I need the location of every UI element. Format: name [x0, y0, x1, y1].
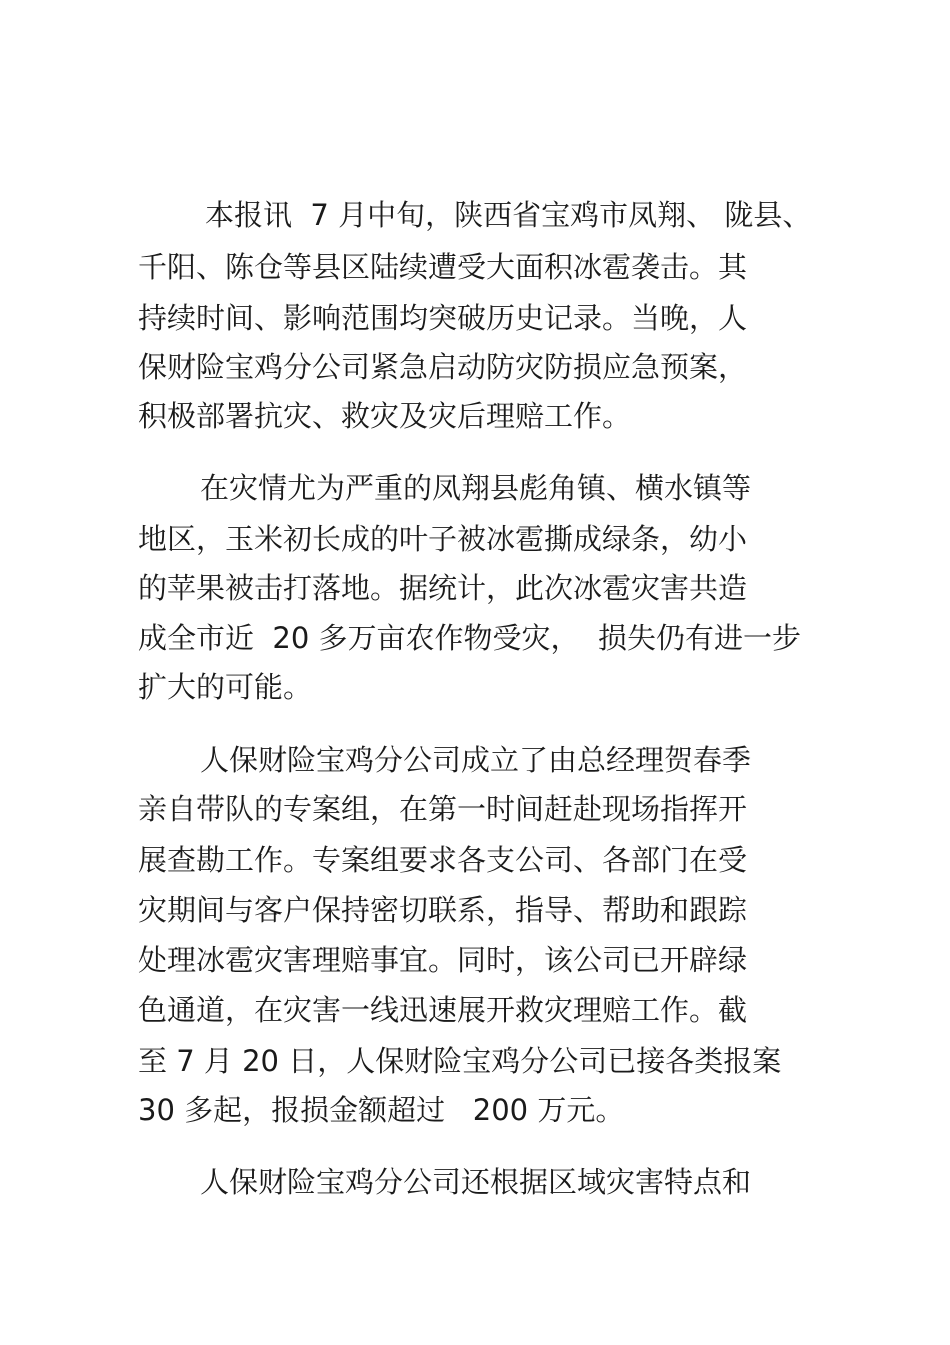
text-line: 灾期间与客户保持密切联系，指导、帮助和跟踪: [138, 893, 748, 927]
text-line: 30 多起，报损金额超过 200 万元。: [138, 1093, 625, 1127]
text-line: 扩大的可能。: [138, 670, 313, 704]
text-line: 地区，玉米初长成的叶子被冰雹撕成绿条，幼小: [138, 522, 748, 556]
text-line: 亲自带队的专案组，在第一时间赶赴现场指挥开: [138, 792, 748, 826]
text-line: 处理冰雹灾害理赔事宜。同时，该公司已开辟绿: [138, 943, 748, 977]
text-line: 的苹果被击打落地。据统计，此次冰雹灾害共造: [138, 571, 748, 605]
text-line: 千阳、陈仓等县区陆续遭受大面积冰雹袭击。其: [138, 250, 748, 284]
text-line: 人保财险宝鸡分公司还根据区域灾害特点和: [200, 1165, 752, 1199]
text-line: 至 7 月 20 日，人保财险宝鸡分公司已接各类报案: [138, 1044, 782, 1078]
text-line: 积极部署抗灾、救灾及灾后理赔工作。: [138, 399, 632, 433]
text-line: 展查勘工作。专案组要求各支公司、各部门在受: [138, 843, 748, 877]
text-line: 本报讯 7 月中旬，陕西省宝鸡市凤翔、 陇县、: [205, 198, 812, 232]
text-line: 保财险宝鸡分公司紧急启动防灾防损应急预案，: [138, 350, 748, 384]
text-line: 色通道，在灾害一线迅速展开救灾理赔工作。截: [138, 993, 748, 1027]
text-line: 人保财险宝鸡分公司成立了由总经理贺春季: [200, 743, 752, 777]
text-line: 在灾情尤为严重的凤翔县彪角镇、横水镇等: [200, 471, 752, 505]
text-line: 成全市近 20 多万亩农作物受灾， 损失仍有进一步: [138, 621, 801, 655]
text-line: 持续时间、影响范围均突破历史记录。当晚，人: [138, 301, 748, 335]
